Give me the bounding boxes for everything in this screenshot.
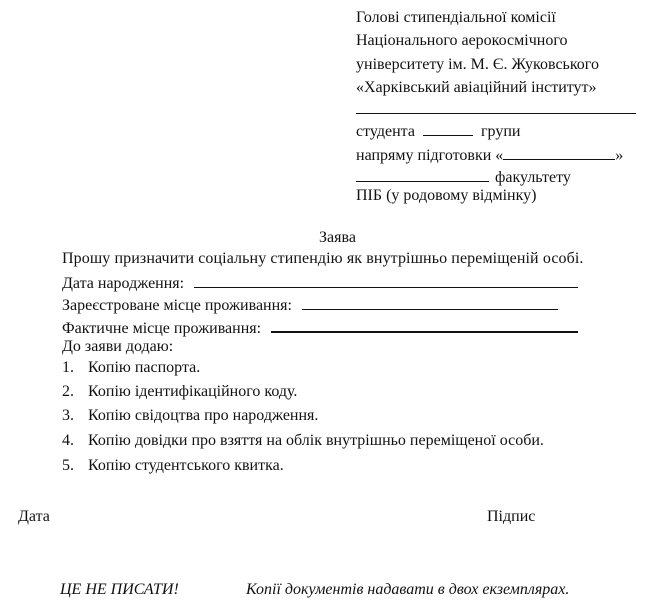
faculty-word: факультету <box>495 169 571 186</box>
footer-note: Копії документів надавати в двох екземплярах. <box>246 581 570 598</box>
attachment-item <box>62 360 200 376</box>
attachment-text: Копію паспорта. <box>88 359 201 376</box>
group-number-blank[interactable] <box>423 121 473 136</box>
date-label: Дата <box>18 508 50 525</box>
direction-prefix: напряму підготовки « <box>356 147 504 164</box>
attachment-text: Копію свідоцтва про народження. <box>88 407 319 424</box>
birth-date-field[interactable] <box>194 273 578 288</box>
addressee-line-2: Національного аерокосмічного <box>356 32 568 49</box>
addressee-line-3: університету ім. М. Є. Жуковського <box>356 56 599 73</box>
attachment-number: 2. <box>62 383 74 400</box>
attachment-number: 5. <box>62 457 74 474</box>
attachment-text: Копію ідентифікаційного коду. <box>88 383 298 400</box>
student-prefix: студента <box>356 123 415 140</box>
direction-line <box>356 145 623 164</box>
student-line <box>356 121 520 140</box>
attachment-number: 4. <box>62 432 74 449</box>
attachment-number: 3. <box>62 407 74 424</box>
signature-label: Підпис <box>487 508 536 525</box>
direction-suffix: » <box>615 147 624 164</box>
attachment-number: 1. <box>62 359 74 376</box>
birth-date-label: Дата народження: <box>62 275 185 292</box>
header-divider <box>356 113 636 114</box>
actual-address-row <box>62 317 578 337</box>
registered-address-row <box>62 295 558 314</box>
actual-address-field[interactable] <box>271 317 578 333</box>
attachment-text: Копію студентського квитка. <box>88 457 284 474</box>
birth-date-row <box>62 273 578 292</box>
faculty-line <box>356 167 571 186</box>
registered-address-field[interactable] <box>302 295 558 310</box>
group-word: групи <box>480 123 521 140</box>
attachments-label: До заяви додаю: <box>62 338 174 355</box>
addressee-line-4: «Харківський авіаційний інститут» <box>356 79 597 96</box>
attachment-text: Копію довідки про взяття на облік внутрішньо переміщеної особи. <box>88 432 544 449</box>
pib-caption: ПІБ (у родовому відмінку) <box>356 187 537 204</box>
attachment-item <box>62 458 284 474</box>
addressee-line-1: Голові стипендіальної комісії <box>356 9 556 26</box>
document-title: Заява <box>319 229 356 246</box>
footer-warning: ЦЕ НЕ ПИСАТИ! <box>60 581 179 598</box>
actual-address-label: Фактичне місце проживання: <box>62 320 262 337</box>
request-text: Прошу призначити соціальну стипендію як внутрішньо переміщеній особі. <box>62 250 584 267</box>
attachment-item <box>62 433 544 449</box>
faculty-blank[interactable] <box>356 167 489 182</box>
direction-blank[interactable] <box>503 145 615 160</box>
attachment-item <box>62 384 297 400</box>
registered-address-label: Зареєстроване місце проживання: <box>62 297 292 314</box>
attachment-item <box>62 408 318 424</box>
